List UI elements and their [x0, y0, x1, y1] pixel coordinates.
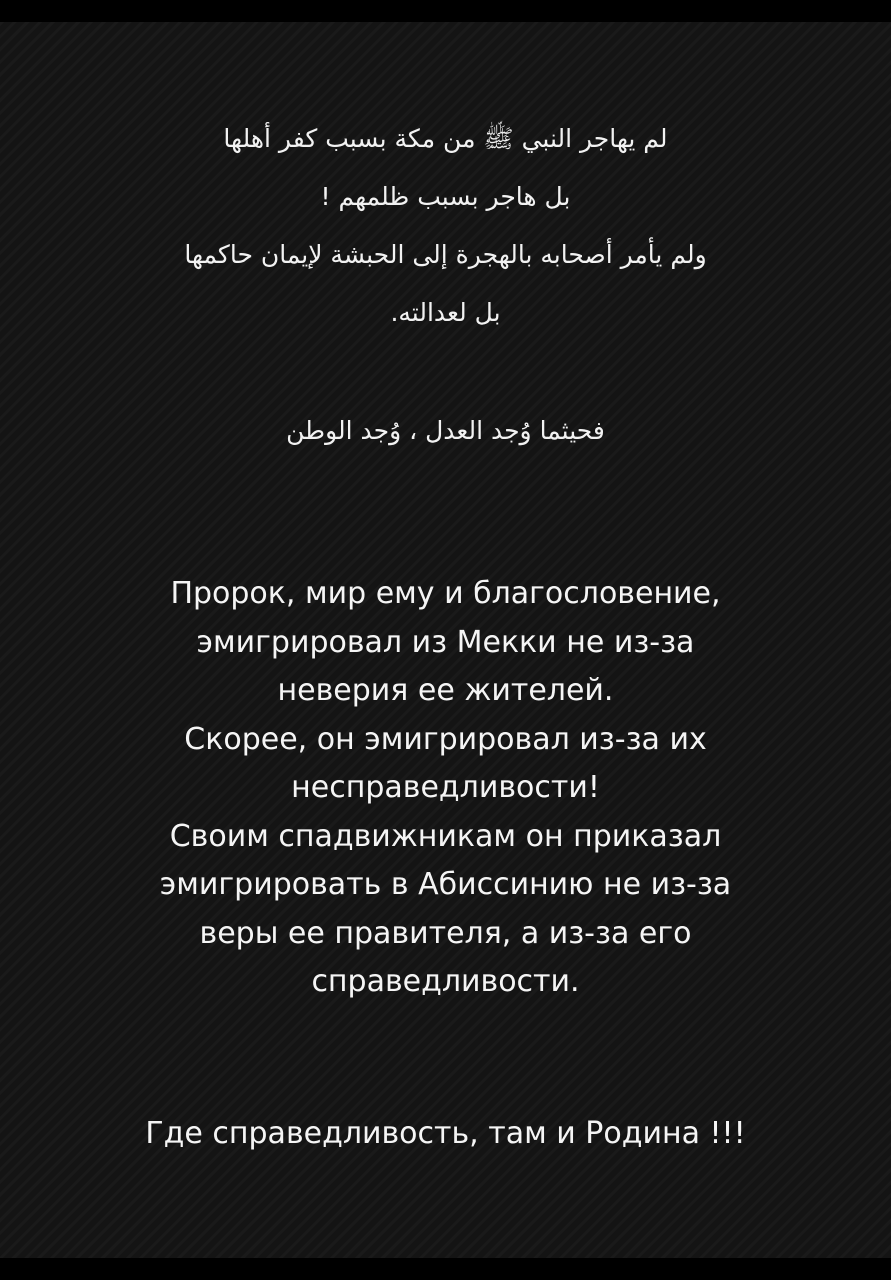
arabic-line: بل لعدالته. [390, 298, 501, 327]
arabic-text-block [60, 110, 831, 342]
arabic-line: لم يهاجر النبي ﷺ من مكة بسبب كفر أهلها [223, 124, 668, 153]
russian-slogan: Где справедливость, там и Родина !!! [145, 1116, 746, 1151]
arabic-slogan: فحيثما وُجد العدل ، وُجد الوطن [286, 416, 605, 445]
russian-text-block [40, 570, 851, 1007]
russian-line: несправедливости! [291, 770, 600, 805]
russian-line: Своим спадвижникам он приказал [169, 818, 722, 854]
arabic-line: بل هاجر بسبب ظلمهم ! [320, 182, 571, 211]
russian-line: веры ее правителя, а из-за его [199, 915, 692, 951]
russian-line: неверия ее жителей. [277, 673, 614, 708]
russian-line: эмигрировал из Мекки не из-за [196, 624, 695, 660]
russian-line: эмигрировать в Абиссинию не из-за [159, 867, 732, 902]
arabic-line: ولم يأمر أصحابه بالهجرة إلى الحبشة لإيمان حاكمها [184, 240, 707, 269]
story-card [0, 22, 891, 1258]
russian-line: Пророк, мир ему и благословение, [170, 576, 721, 611]
russian-line: справедливости. [311, 964, 580, 999]
russian-line: Скорее, он эмигрировал из-за их [184, 721, 707, 757]
